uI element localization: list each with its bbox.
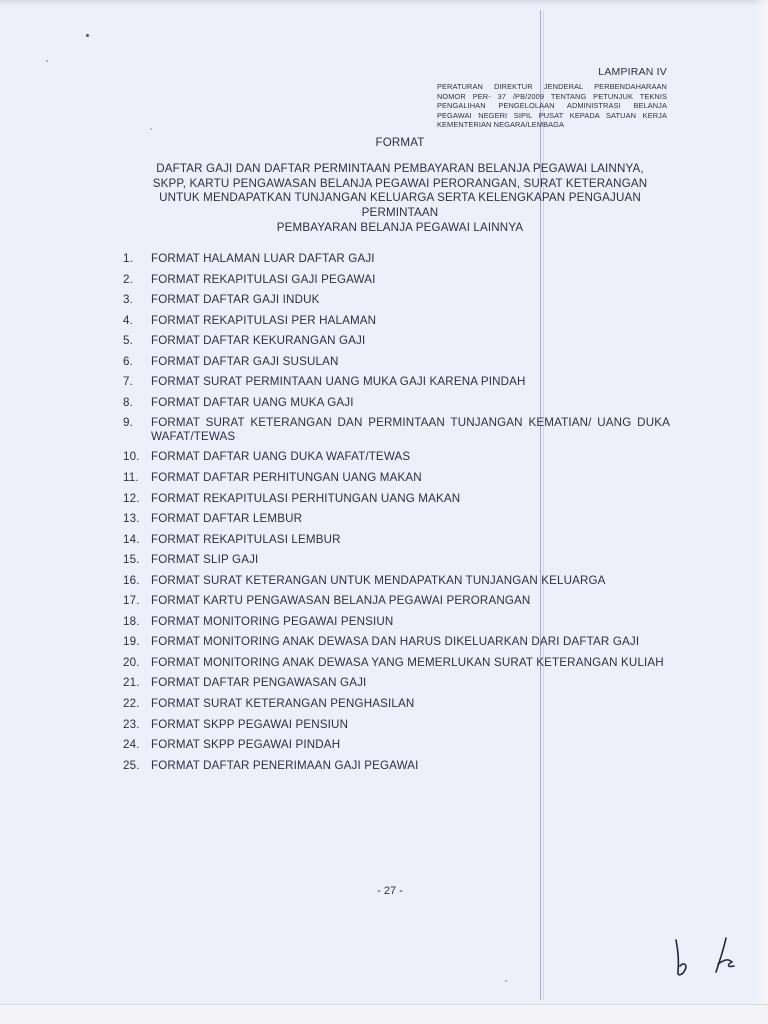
list-item-text: FORMAT DAFTAR KEKURANGAN GAJI [151,334,366,348]
list-item-text: FORMAT KARTU PENGAWASAN BELANJA PEGAWAI PERORANGAN [151,594,531,608]
format-list-item [110,512,670,526]
scan-speck [46,60,48,62]
list-item-number [110,615,151,629]
list-item-number [110,252,151,266]
format-list-item [110,293,670,307]
list-item-number-text: 23. [123,717,140,731]
list-item-number [110,533,151,547]
format-list-item [110,471,670,485]
list-item-number-text: 21. [123,676,140,690]
attachment-line: PEGAWAI NEGERI SIPIL PUSAT KEPADA SATUAN KERJA [437,110,667,120]
handwritten-initials [668,932,748,980]
scan-speck [86,34,89,37]
format-list-item [110,416,670,443]
format-list-item [110,533,670,547]
list-item-number [110,656,151,670]
format-list-item [110,574,670,588]
list-item-number-text: 17. [123,594,140,608]
list-item-number [110,471,151,485]
attachment-line: KEMENTERIAN NEGARA/LEMBAGA [437,120,565,130]
attachment-line: PENGALIHAN PENGELOLAAN ADMINISTRASI BELANJA [437,101,667,111]
list-item-text: FORMAT DAFTAR PERHITUNGAN UANG MAKAN [151,470,422,484]
heading-line: SKPP, KARTU PENGAWASAN BELANJA PEGAWAI PERORANGAN, SURAT KETERANGAN [152,176,648,190]
format-list-item [110,697,670,711]
list-item-text: FORMAT DAFTAR LEMBUR [151,512,303,526]
document-heading [100,136,700,236]
list-item-number [110,676,151,690]
format-list-item [110,375,670,389]
list-item-text: FORMAT DAFTAR PENERIMAAN GAJI PEGAWAI [151,758,419,772]
list-item-number-text: 22. [123,696,140,710]
format-list-item [110,355,670,369]
list-item-text: FORMAT SURAT PERMINTAAN UANG MUKA GAJI KARENA PINDAH [151,375,526,389]
scan-edge-right [754,0,768,1024]
list-item-number-text: 7. [123,375,133,389]
list-item-number-text: 14. [123,532,140,546]
format-list-item [110,676,670,690]
list-item-number [110,334,151,348]
format-list-item [110,718,670,732]
heading-line: UNTUK MENDAPATKAN TUNJANGAN KELUARGA SERTA KELENGKAPAN PENGAJUAN [159,191,641,205]
list-item-text: FORMAT REKAPITULASI GAJI PEGAWAI [151,272,376,286]
list-item-text: FORMAT HALAMAN LUAR DAFTAR GAJI [151,252,375,265]
list-item-number [110,355,151,369]
list-item-number-text: 20. [123,655,140,669]
format-list-item [110,615,670,629]
list-item-number-text: 9. [123,416,133,430]
list-item-number [110,293,151,307]
scan-edge-top [0,0,768,6]
list-item-text: FORMAT REKAPITULASI PERHITUNGAN UANG MAKAN [151,491,461,505]
heading-line: DAFTAR GAJI DAN DAFTAR PERMINTAAN PEMBAYARAN BELANJA PEGAWAI LAINNYA, [156,161,644,175]
list-item-text: FORMAT SKPP PEGAWAI PINDAH [151,738,341,752]
list-item-number [110,718,151,732]
list-item-text: FORMAT SURAT KETERANGAN DAN PERMINTAAN TUNJANGAN KEMATIAN/ UANG DUKA WAFAT/TEWAS [151,416,670,443]
list-item-number-text: 2. [123,272,133,286]
list-item-number [110,574,151,588]
list-item-number-text: 6. [123,354,133,368]
attachment-line: NOMOR PER- 37 /PB/2009 TENTANG PETUNJUK TEKNIS [437,91,667,101]
list-item-text: FORMAT SLIP GAJI [151,553,259,567]
format-list-item [110,553,670,567]
list-item-number-text: 8. [123,395,133,409]
list-item-number-text: 16. [123,573,140,587]
format-list [110,252,670,779]
list-item-number-text: 25. [123,758,140,772]
list-item-text: FORMAT MONITORING PEGAWAI PENSIUN [151,614,394,628]
list-item-text: FORMAT DAFTAR PENGAWASAN GAJI [151,676,367,690]
list-item-number [110,759,151,773]
list-item-text: FORMAT SURAT KETERANGAN UNTUK MENDAPATKAN TUNJANGAN KELUARGA [151,573,606,587]
scan-speck [505,980,507,982]
list-item-text: FORMAT SKPP PEGAWAI PENSIUN [151,717,349,731]
list-item-number-text: 3. [123,293,133,307]
list-item-number-text: 10. [123,450,140,464]
attachment-header [437,66,667,130]
list-item-number [110,375,151,389]
format-list-item [110,396,670,410]
format-list-item [110,635,670,649]
list-item-text: FORMAT SURAT KETERANGAN PENGHASILAN [151,696,415,710]
format-list-item [110,314,670,328]
format-list-item [110,594,670,608]
list-item-number-text: 18. [123,614,140,628]
list-item-number-text: 11. [123,470,139,484]
list-item-number [110,396,151,410]
format-list-item [110,273,670,287]
format-list-item [110,450,670,464]
heading-line: PEMBAYARAN BELANJA PEGAWAI LAINNYA [276,220,524,234]
format-list-item [110,334,670,348]
list-item-number [110,314,151,328]
list-item-number [110,635,151,649]
list-item-number-text: 12. [123,491,140,505]
list-item-number [110,450,151,464]
list-item-number [110,512,151,526]
list-item-text: FORMAT MONITORING ANAK DEWASA YANG MEMERLUKAN SURAT KETERANGAN KULIAH [151,655,664,669]
list-item-text: FORMAT REKAPITULASI PER HALAMAN [151,313,377,327]
heading-line: PERMINTAAN [361,206,439,220]
list-item-number-text: 19. [123,635,140,649]
list-item-number-text: 15. [123,553,140,567]
format-list-item [110,492,670,506]
scan-edge-bottom [0,1004,768,1024]
list-item-number [110,416,151,443]
format-list-item [110,738,670,752]
list-item-number-text: 13. [123,512,140,526]
list-item-number [110,492,151,506]
format-list-item [110,252,670,266]
list-item-number [110,553,151,567]
list-item-number [110,697,151,711]
format-list-item [110,656,670,670]
list-item-text: FORMAT MONITORING ANAK DEWASA DAN HARUS DIKELUARKAN DARI DAFTAR GAJI [151,635,640,649]
list-item-number [110,738,151,752]
format-list-item [110,759,670,773]
list-item-text: FORMAT DAFTAR UANG MUKA GAJI [151,395,354,409]
page-number: - 27 - [377,885,403,897]
list-item-text: FORMAT DAFTAR UANG DUKA WAFAT/TEWAS [151,450,411,464]
list-item-number [110,273,151,287]
attachment-title: LAMPIRAN IV [598,66,667,78]
list-item-number-text: 4. [123,313,133,327]
list-item-text: FORMAT REKAPITULASI LEMBUR [151,532,341,546]
list-item-number-text: 24. [123,738,140,752]
list-item-number-text: 1. [123,252,133,265]
scan-speck [150,128,152,130]
attachment-line: PERATURAN DIREKTUR JENDERAL PERBENDAHARAAN [437,82,667,91]
heading-format-word: FORMAT [375,136,425,149]
list-item-number [110,594,151,608]
list-item-text: FORMAT DAFTAR GAJI SUSULAN [151,354,339,368]
list-item-number-text: 5. [123,334,133,348]
list-item-text: FORMAT DAFTAR GAJI INDUK [151,293,320,307]
